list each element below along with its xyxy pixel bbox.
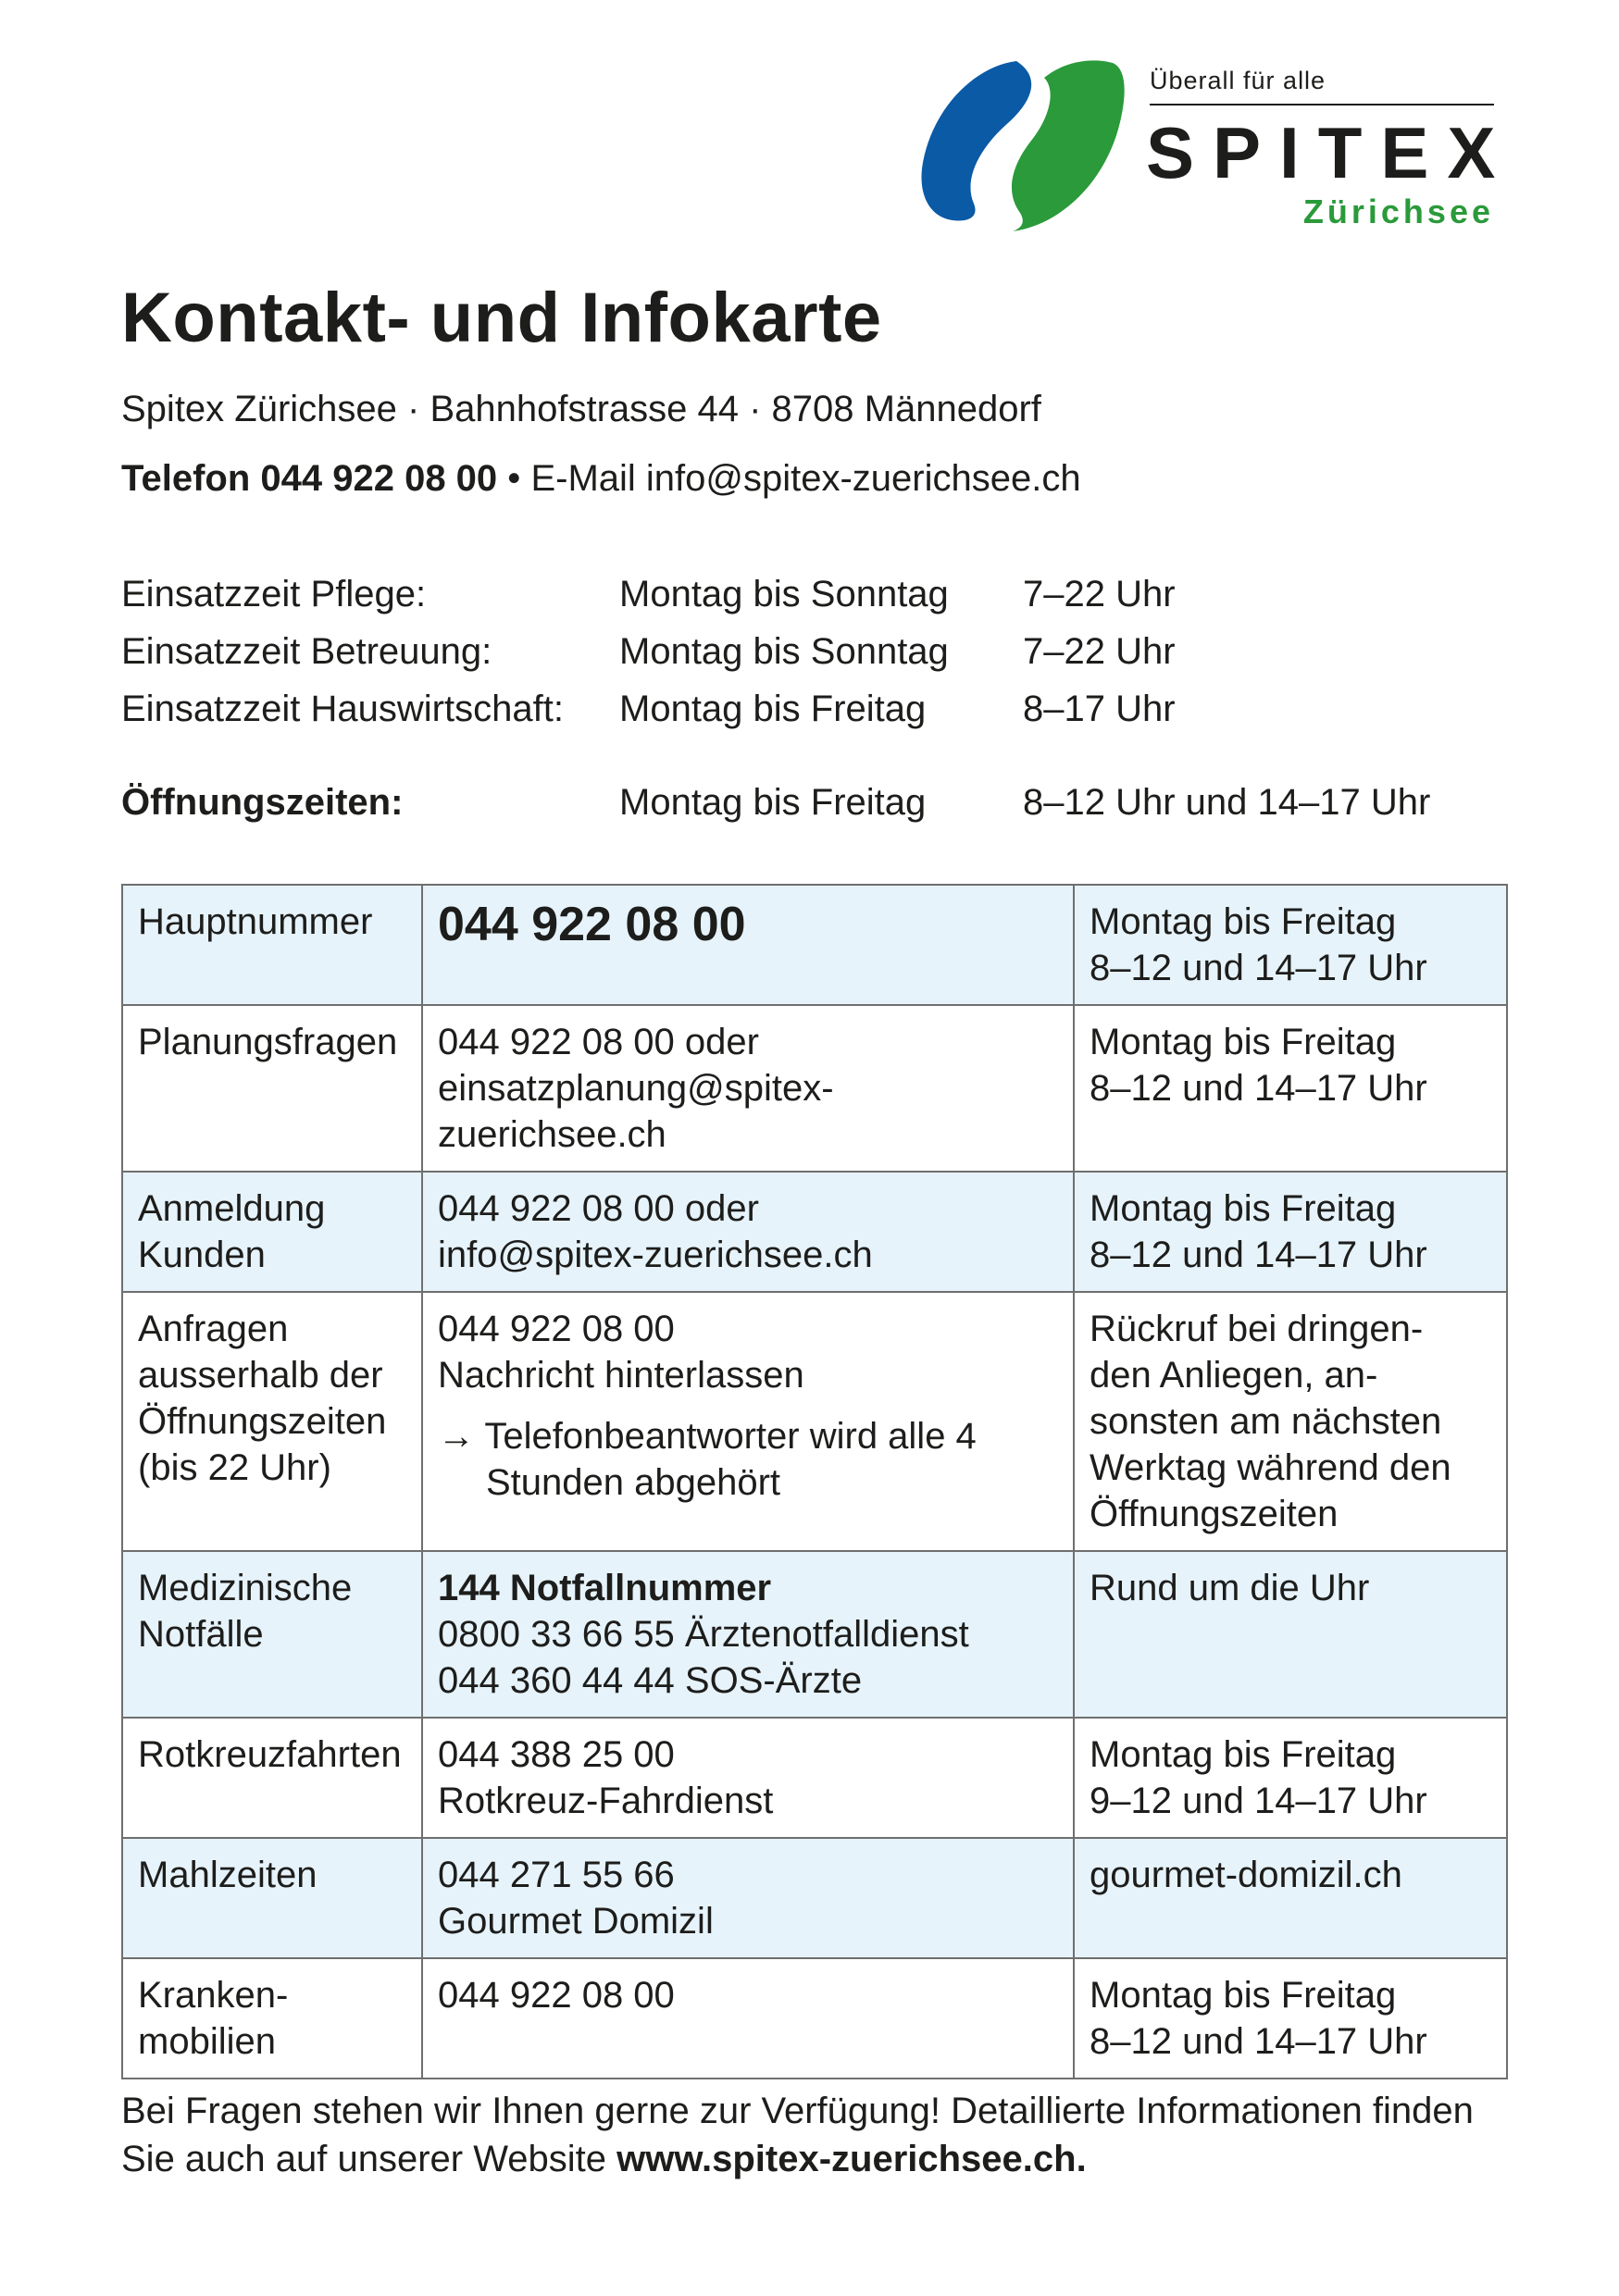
email-link[interactable]: einsatzplanung@spitex-zuerichsee.ch (438, 1068, 834, 1155)
logo-region: Zürichsee (1302, 192, 1494, 230)
logo-tagline: Überall für alle (1150, 67, 1326, 94)
cell-text: 8–12 und 14–17 Uhr (1090, 2021, 1427, 2062)
contact-separator: • (507, 458, 521, 499)
cell-text: Montag bis Freitag (1090, 1975, 1397, 2016)
cell-text: sonsten am nächsten (1090, 1401, 1442, 1442)
service-days: Montag bis Freitag (619, 689, 927, 729)
table-row (122, 1005, 1507, 1172)
cell-text: 8–12 und 14–17 Uhr (1090, 1235, 1427, 1275)
cell-text: (bis 22 Uhr) (138, 1447, 331, 1488)
service-label: Einsatzzeit Pflege: (121, 574, 427, 614)
table-cell-contact (422, 885, 1074, 1005)
cell-text: Mahlzeiten (138, 1855, 318, 1895)
service-days: Montag bis Sonntag (619, 631, 949, 672)
opening-label: Öffnungszeiten: (121, 782, 404, 823)
service-label: Einsatzzeit Hauswirtschaft: (121, 689, 564, 729)
cell-text: 044 388 25 00 (438, 1734, 675, 1775)
cell-text: Gourmet Domizil (438, 1901, 714, 1942)
cell-text: Werktag während den (1090, 1447, 1451, 1488)
table-cell-hours (1074, 1005, 1507, 1172)
table-cell-label (122, 1292, 422, 1551)
cell-text: 044 271 55 66 (438, 1855, 675, 1895)
table-cell-hours (1074, 1958, 1507, 2079)
cell-text: 9–12 und 14–17 Uhr (1090, 1781, 1427, 1821)
cell-text: Kranken- (138, 1975, 289, 2016)
opening-days: Montag bis Freitag (619, 782, 927, 823)
cell-text: Nachricht hinterlassen (438, 1355, 804, 1396)
cell-text: Medizinische (138, 1568, 353, 1608)
emergency-number: 144 Notfallnummer (438, 1568, 772, 1608)
cell-text: Rund um die Uhr (1090, 1568, 1370, 1608)
table-cell-hours (1074, 1172, 1507, 1292)
table-cell-contact (422, 1551, 1074, 1718)
voicemail-note: → Telefonbeantworter wird alle 4 Stunden abgehört (438, 1416, 977, 1503)
logo-divider (1150, 104, 1494, 105)
table-cell-label (122, 1718, 422, 1838)
cell-text: 044 360 44 44 SOS-Ärzte (438, 1660, 863, 1701)
cell-text: 044 922 08 00 oder (438, 1022, 759, 1062)
cell-text: Anmeldung (138, 1188, 326, 1229)
cell-text: den Anliegen, an- (1090, 1355, 1378, 1396)
table-cell-label (122, 1172, 422, 1292)
cell-text: Montag bis Freitag (1090, 901, 1397, 942)
service-time: 8–17 Uhr (1023, 689, 1176, 729)
table-cell-contact (422, 1292, 1074, 1551)
table-cell-hours (1074, 885, 1507, 1005)
cell-text: Notfälle (138, 1614, 264, 1655)
spitex-swoosh-logo-icon (916, 57, 1129, 233)
service-days: Montag bis Sonntag (619, 574, 949, 614)
service-time: 7–22 Uhr (1023, 574, 1176, 614)
table-cell-hours (1074, 1551, 1507, 1718)
spitex-logo (916, 57, 1514, 242)
opening-time: 8–12 Uhr und 14–17 Uhr (1023, 782, 1431, 823)
address-line: Spitex Zürichsee · Bahnhofstrasse 44 · 8708 Männedorf (121, 389, 1041, 429)
table-row (122, 1718, 1507, 1838)
table-row (122, 1838, 1507, 1958)
opening-hours (121, 782, 1510, 838)
service-label: Einsatzzeit Betreuung: (121, 631, 492, 672)
cell-text: 8–12 und 14–17 Uhr (1090, 948, 1427, 988)
cell-text: 044 922 08 00 oder (438, 1188, 759, 1229)
cell-text: Rückruf bei dringen- (1090, 1309, 1424, 1349)
table-cell-hours (1074, 1718, 1507, 1838)
table-row (122, 1958, 1507, 2079)
table-cell-label (122, 1551, 422, 1718)
cell-text: Anfragen (138, 1309, 289, 1349)
email-address: E-Mail info@spitex-zuerichsee.ch (530, 458, 1081, 499)
table-row (122, 1292, 1507, 1551)
cell-text: 044 922 08 00 (438, 1309, 675, 1349)
phone-number: Telefon 044 922 08 00 (121, 458, 498, 499)
cell-text: Montag bis Freitag (1090, 1022, 1397, 1062)
table-cell-contact (422, 1172, 1074, 1292)
main-phone-number: 044 922 08 00 (438, 898, 746, 951)
footer-text: Bei Fragen stehen wir Ihnen gerne zur Verfügung! Detaillierte Informationen finden Sie auch auf unserer Website (121, 2091, 1474, 2179)
cell-text: 044 922 08 00 (438, 1975, 675, 2016)
cell-text: Rotkreuzfahrten (138, 1734, 402, 1775)
website-link[interactable]: gourmet-domizil.ch (1090, 1855, 1402, 1895)
cell-text: Montag bis Freitag (1090, 1188, 1397, 1229)
table-cell-hours (1074, 1838, 1507, 1958)
table-cell-label (122, 1838, 422, 1958)
email-link[interactable]: info@spitex-zuerichsee.ch (438, 1235, 873, 1275)
cell-text: mobilien (138, 2021, 276, 2062)
table-cell-contact (422, 1005, 1074, 1172)
logo-brand: SPITEX (1146, 112, 1514, 193)
cell-text: Öffnungszeiten (1090, 1494, 1339, 1534)
cell-text: Rotkreuz-Fahrdienst (438, 1781, 774, 1821)
table-cell-contact (422, 1958, 1074, 2079)
contact-table (121, 884, 1508, 2079)
table-cell-contact (422, 1718, 1074, 1838)
contact-line (121, 458, 1081, 500)
cell-text: 8–12 und 14–17 Uhr (1090, 1068, 1427, 1109)
cell-text: 0800 33 66 55 Ärztenotfalldienst (438, 1614, 969, 1655)
table-cell-hours (1074, 1292, 1507, 1551)
cell-text: Montag bis Freitag (1090, 1734, 1397, 1775)
cell-text: Hauptnummer (138, 901, 373, 942)
table-cell-contact (422, 1838, 1074, 1958)
footer-note (121, 2087, 1510, 2183)
table-cell-label (122, 885, 422, 1005)
website-link[interactable]: www.spitex-zuerichsee.ch. (616, 2139, 1087, 2179)
table-row (122, 885, 1507, 1005)
cell-text: Öffnungszeiten (138, 1401, 387, 1442)
service-time: 7–22 Uhr (1023, 631, 1176, 672)
table-cell-label (122, 1005, 422, 1172)
table-row (122, 1551, 1507, 1718)
cell-text: ausserhalb der (138, 1355, 383, 1396)
table-row (122, 1172, 1507, 1292)
cell-text: Kunden (138, 1235, 266, 1275)
table-cell-label (122, 1958, 422, 2079)
page-title: Kontakt- und Infokarte (121, 279, 882, 357)
cell-text: Planungsfragen (138, 1022, 398, 1062)
